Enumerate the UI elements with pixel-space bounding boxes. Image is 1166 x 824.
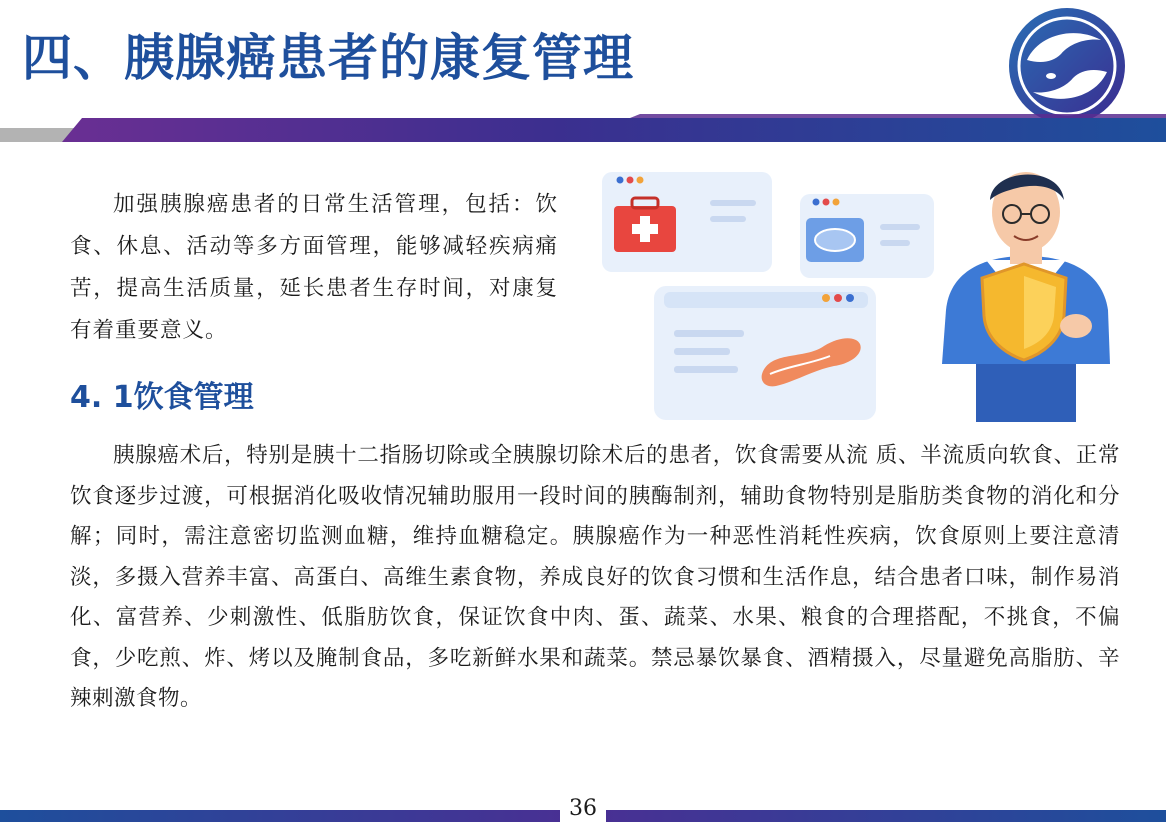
intro-paragraph: 加强胰腺癌患者的日常生活管理，包括：饮食、休息、活动等多方面管理，能够减轻疾病痛苦，提高生活质量，延长患者生存时间，对康复有着重要意义。 (70, 192, 558, 343)
header-divider-band (0, 114, 1166, 144)
diet-management-paragraph: 胰腺癌术后，特别是胰十二指肠切除或全胰腺切除术后的患者，饮食需要从流 质、半流质向软食、正常饮食逐步过渡，可根据消化吸收情况辅助服用一段时间的胰酶制剂，辅助食物特别是脂肪类食物的消化和分解；同时，需注意密切监测血糖，维持血糖稳定。胰腺癌作为一种恶性消耗性疾病，饮食原则上要注意清淡，多摄入营养丰富、高蛋白、高维生素食物，养成良好的饮食习惯和生活作息，结合患者口味，制作易消化、富营养、少刺激性、低脂肪饮食，保证饮食中肉、蛋、蔬菜、水果、粮食的合理搭配，不挑食，不偏食，少吃煎、炸、烤以及腌制食品，多吃新鲜水果和蔬菜。禁忌暴饮暴食、酒精摄入，尽量避免高脂肪、辛辣刺激食物。 (70, 443, 1120, 711)
first-aid-kit-icon (614, 198, 676, 252)
page-number: 36 (560, 794, 606, 824)
pill-card-icon (806, 218, 864, 262)
pancreas-card (654, 286, 876, 420)
pill-card (800, 194, 934, 278)
hands-circle-logo (1005, 4, 1129, 128)
page-title: 四、胰腺癌患者的康复管理 (22, 29, 634, 87)
first-aid-card (602, 172, 772, 272)
section-heading: 4. 1饮食管理 (70, 380, 254, 415)
doctor-with-shield (942, 172, 1110, 422)
doctor-illustration (590, 160, 1130, 422)
